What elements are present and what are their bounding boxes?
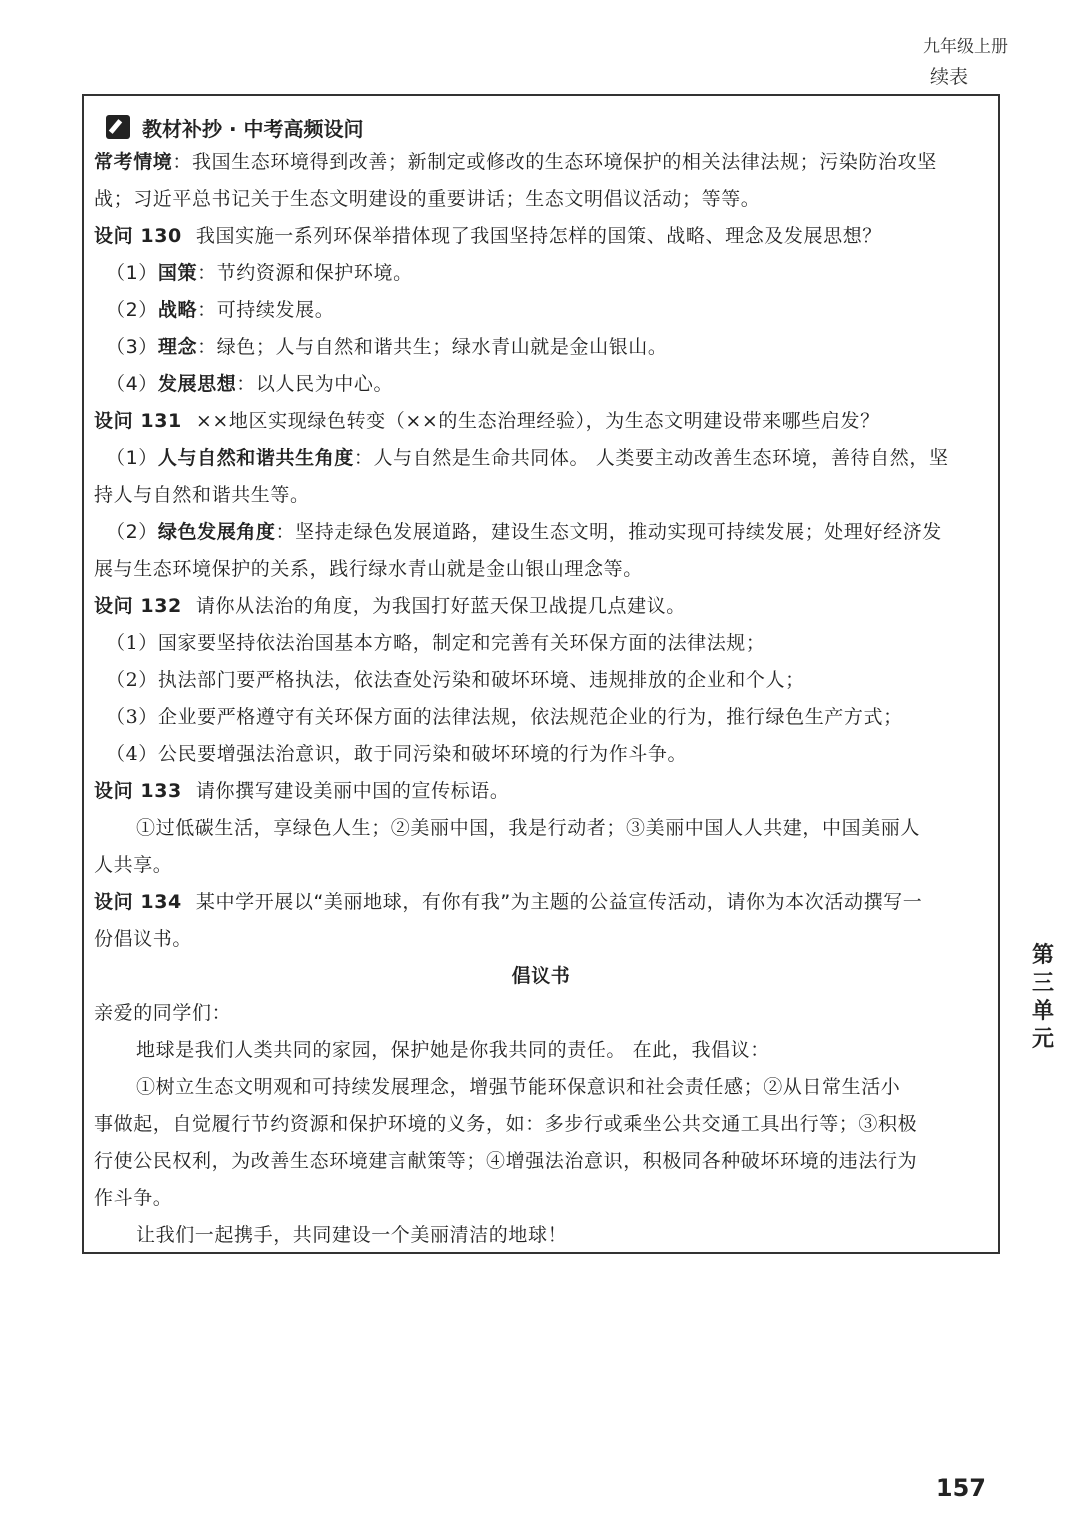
q130-item-3-text: ：绿色；人与自然和谐共生；绿水青山就是金山银山。 [197,336,668,358]
box-title-text: 教材补抄 · 中考高频设问 [142,116,364,141]
unit-side-tab: 第三单元 [1031,943,1054,1052]
proposal-greeting: 亲爱的同学们： [94,1002,232,1024]
q133-text: 请你撰写建设美丽中国的宣传标语。 [195,780,510,802]
q130-item-2-text: ：可持续发展。 [197,299,335,321]
q130-item-4-text: ：以人民为中心。 [236,373,394,395]
scenario-text-1: ：我国生态环境得到改善；新制定或修改的生态环境保护的相关法律法规；污染防治攻坚 [172,151,937,173]
q134-text-1: 某中学开展以“美丽地球，有你有我”为主题的公益宣传活动，请你为本次活动撰写一 [195,891,923,913]
q131-item-1-line-1 [94,440,988,477]
q131-item-1-label: 人与自然和谐共生角度 [157,447,354,469]
q131-text: ××地区实现绿色转变（××的生态治理经验），为生态文明建设带来哪些启发？ [195,410,880,432]
q132-item-2: （2）执法部门要严格执法，依法查处污染和破坏环境、违规排放的企业和个人； [106,669,805,691]
q133-question [94,773,988,810]
q131-item-1-line-2: 持人与自然和谐共生等。 [94,484,310,506]
header-grade: 九年级上册 [923,37,1008,57]
proposal-body-line-1: ①树立生态文明观和可持续发展理念，增强节能环保意识和社会责任感；②从日常生活小 [136,1076,901,1098]
q134-question-line-2: 份倡议书。 [94,928,193,950]
q130-item-3-label: 理念 [157,336,198,358]
q131-item-2-num: （2） [106,521,158,543]
header-continued: 续表 [929,66,968,88]
q131-item-1-text: ：人与自然是生命共同体。 人类要主动改善生态环境，善待自然，坚 [353,447,949,469]
q130-item-1-label: 国策 [157,262,198,284]
proposal-intro: 地球是我们人类共同的家园，保护她是你我共同的责任。 在此，我倡议： [136,1039,770,1061]
q131-item-2-line-1 [94,514,988,551]
q130-item-2 [94,292,988,329]
q131-item-2-text: ：坚持走绿色发展道路，建设生态文明，推动实现可持续发展；处理好经济发 [275,521,942,543]
q132-item-1: （1）国家要坚持依法治国基本方略，制定和完善有关环保方面的法律法规； [106,632,766,654]
q130-item-1-text: ：节约资源和保护环境。 [197,262,413,284]
q131-item-2-label: 绿色发展角度 [157,521,276,543]
scenario-line-1 [94,144,988,181]
q130-item-3-num: （3） [106,336,158,358]
pen-icon [106,115,130,139]
scenario-line-2: 战；习近平总书记关于生态文明建设的重要讲话；生态文明倡议活动；等等。 [94,188,761,210]
q130-label: 设问 130 [94,225,182,247]
q133-label: 设问 133 [94,780,182,802]
q130-item-4-label: 发展思想 [157,373,237,395]
q130-item-1-num: （1） [106,262,158,284]
box-title [106,110,988,144]
q131-item-2-line-2: 展与生态环境保护的关系，践行绿水青山就是金山银山理念等。 [94,558,643,580]
q130-question [94,218,988,255]
q130-item-4 [94,366,988,403]
q130-item-2-num: （2） [106,299,158,321]
q133-answer-line-2: 人共享。 [94,854,173,876]
q132-text: 请你从法治的角度，为我国打好蓝天保卫战提几点建议。 [195,595,686,617]
proposal-title: 倡议书 [511,965,571,987]
q130-item-3 [94,329,988,366]
q132-item-4: （4）公民要增强法治意识，敢于同污染和破坏环境的行为作斗争。 [106,743,688,765]
q133-answer-line-1: ①过低碳生活，享绿色人生；②美丽中国，我是行动者；③美丽中国人人共建，中国美丽人 [136,817,921,839]
q131-label: 设问 131 [94,410,182,432]
q134-question-line-1 [94,884,988,921]
q134-label: 设问 134 [94,891,182,913]
scenario-label: 常考情境 [94,151,173,173]
q130-item-1 [94,255,988,292]
proposal-body-line-3: 行使公民权利，为改善生态环境建言献策等；④增强法治意识，积极同各种破坏环境的违法行为 [94,1150,918,1172]
q132-label: 设问 132 [94,595,182,617]
proposal-body-line-4: 作斗争。 [94,1187,173,1209]
q131-question [94,403,988,440]
q132-item-3: （3）企业要严格遵守有关环保方面的法律法规，依法规范企业的行为，推行绿色生产方式； [106,706,903,728]
page-number: 157 [935,1474,986,1502]
q132-question [94,588,988,625]
q130-text: 我国实施一系列环保举措体现了我国坚持怎样的国策、战略、理念及发展思想？ [195,225,882,247]
content-box [82,94,1000,1254]
proposal-body-line-2: 事做起，自觉履行节约资源和保护环境的义务，如：多步行或乘坐公共交通工具出行等；③积极 [94,1113,918,1135]
q131-item-1-num: （1） [106,447,158,469]
proposal-closing: 让我们一起携手，共同建设一个美丽清洁的地球！ [136,1224,568,1246]
q130-item-2-label: 战略 [157,299,198,321]
q130-item-4-num: （4） [106,373,158,395]
